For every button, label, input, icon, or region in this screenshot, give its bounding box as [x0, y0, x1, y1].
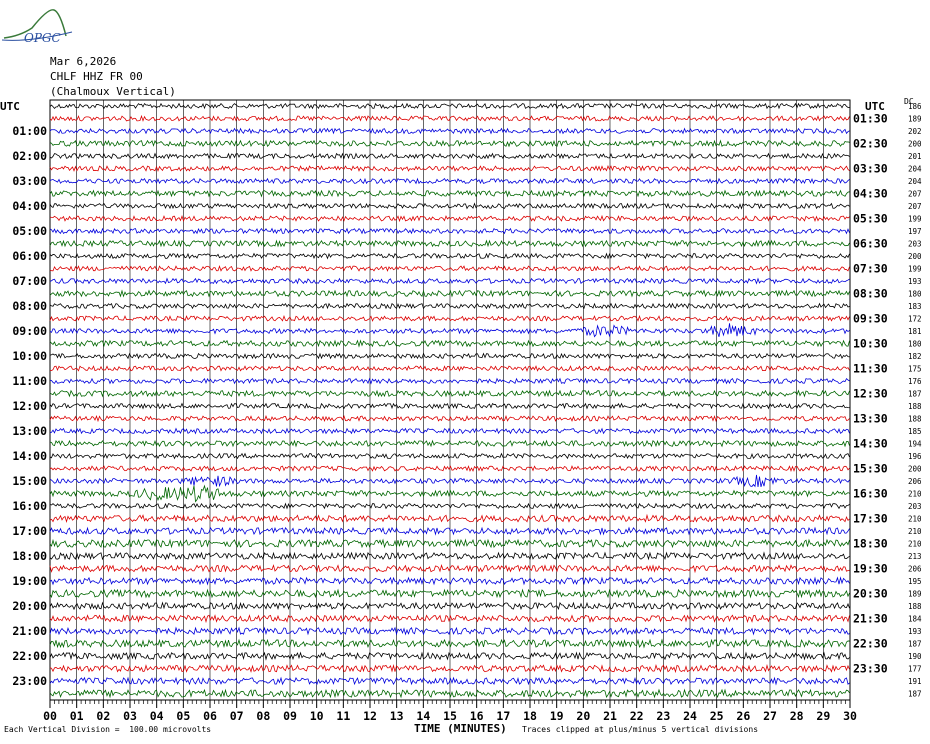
left-hour-label: 22:00 — [12, 649, 47, 663]
right-hour-label: 12:30 — [853, 386, 888, 401]
dc-value: 189 — [908, 589, 922, 599]
right-hour-label: 08:30 — [853, 286, 888, 301]
right-hour-label: 07:30 — [853, 261, 888, 276]
dc-value: 189 — [908, 114, 922, 124]
x-tick-label: 29 — [816, 709, 831, 723]
x-tick-label: 25 — [709, 709, 724, 723]
right-hour-label: 23:30 — [853, 661, 888, 676]
dc-value: 184 — [908, 614, 922, 624]
left-hour-label: 23:00 — [12, 674, 47, 688]
x-tick-label: 13 — [389, 709, 404, 723]
dc-value: 193 — [908, 627, 922, 636]
x-tick-label: 03 — [123, 709, 137, 723]
dc-value: 201 — [908, 152, 922, 161]
x-tick-label: 09 — [283, 709, 297, 723]
dc-value: 206 — [908, 477, 922, 486]
right-hour-label: 11:30 — [853, 361, 888, 376]
x-tick-label: 19 — [549, 709, 564, 723]
recording-date: Mar 6,2026 — [50, 55, 117, 68]
left-hour-label: 15:00 — [12, 474, 47, 488]
x-tick-label: 23 — [656, 709, 671, 723]
right-hour-label: 17:30 — [853, 511, 888, 526]
left-hour-label: 13:00 — [12, 424, 47, 438]
dc-value: 204 — [908, 177, 922, 186]
dc-value: 185 — [908, 427, 922, 436]
dc-value: 187 — [908, 389, 922, 399]
right-hour-label: 15:30 — [853, 461, 888, 476]
right-hour-label: 02:30 — [853, 136, 888, 151]
left-hour-label: 02:00 — [12, 149, 47, 163]
left-hour-label: 03:00 — [12, 174, 47, 188]
x-tick-label: 07 — [229, 709, 244, 723]
dc-value: 210 — [908, 527, 922, 536]
right-hour-label: 19:30 — [853, 561, 888, 576]
dc-value: 196 — [908, 452, 922, 461]
dc-value: 200 — [908, 252, 922, 261]
dc-value: 200 — [908, 139, 922, 149]
right-hour-label: 16:30 — [853, 486, 888, 501]
dc-value: 188 — [908, 402, 922, 411]
dc-value: 180 — [908, 289, 922, 299]
x-tick-label: 22 — [629, 709, 644, 723]
dc-value: 210 — [908, 539, 922, 549]
dc-value: 186 — [908, 102, 922, 111]
dc-value: 202 — [908, 127, 922, 136]
x-tick-label: 17 — [496, 709, 511, 723]
x-tick-label: 16 — [469, 709, 484, 723]
right-hour-label: 10:30 — [853, 336, 888, 351]
dc-value: 195 — [908, 577, 922, 586]
right-hour-label: 14:30 — [853, 436, 888, 451]
dc-value: 210 — [908, 489, 922, 499]
dc-value: 180 — [908, 339, 922, 349]
left-hour-label: 11:00 — [12, 374, 47, 388]
left-hour-label: 10:00 — [12, 349, 47, 363]
right-hour-label: 13:30 — [853, 411, 888, 426]
station-code: CHLF HHZ FR 00 — [50, 70, 143, 83]
dc-value: 207 — [908, 189, 922, 199]
x-tick-label: 11 — [336, 709, 351, 723]
left-hour-label: 04:00 — [12, 199, 47, 213]
right-hour-label: 21:30 — [853, 611, 888, 626]
dc-value: 203 — [908, 502, 922, 511]
dc-value: 177 — [908, 664, 922, 674]
right-hour-label: 03:30 — [853, 161, 888, 176]
right-hour-label: 05:30 — [853, 211, 888, 226]
x-tick-label: 05 — [176, 709, 191, 723]
dc-value: 199 — [908, 214, 922, 224]
x-tick-label: 20 — [576, 709, 591, 723]
dc-value: 190 — [908, 652, 922, 661]
logo-text: OPGC — [24, 31, 61, 45]
dc-value: 188 — [908, 602, 922, 611]
x-tick-label: 04 — [149, 709, 164, 723]
x-tick-label: 02 — [96, 709, 111, 723]
dc-value: 194 — [908, 439, 922, 449]
left-hour-label: 06:00 — [12, 249, 47, 263]
x-tick-label: 10 — [309, 709, 324, 723]
left-hour-label: 19:00 — [12, 574, 47, 588]
right-hour-label: 18:30 — [853, 536, 888, 551]
dc-value: 210 — [908, 514, 922, 524]
x-tick-label: 06 — [203, 709, 217, 723]
left-hour-label: 14:00 — [12, 449, 47, 463]
left-hour-label: 01:00 — [12, 124, 47, 138]
utc-right-title: UTC — [865, 100, 885, 113]
left-hour-label: 20:00 — [12, 599, 47, 613]
left-hour-label: 17:00 — [12, 524, 47, 538]
dc-value: 193 — [908, 277, 922, 286]
dc-value: 199 — [908, 264, 922, 274]
dc-value: 213 — [908, 552, 922, 561]
dc-value: 188 — [908, 414, 922, 424]
dc-value: 191 — [908, 677, 922, 686]
right-hour-label: 20:30 — [853, 586, 888, 601]
dc-value: 176 — [908, 377, 922, 386]
x-tick-label: 21 — [603, 709, 617, 723]
dc-value: 183 — [908, 302, 922, 311]
x-tick-label: 28 — [789, 709, 804, 723]
dc-column-title: DC — [904, 97, 914, 106]
dc-value: 203 — [908, 239, 922, 249]
x-axis-title: TIME (MINUTES) — [414, 722, 507, 735]
left-hour-label: 07:00 — [12, 274, 47, 288]
dc-value: 204 — [908, 164, 922, 174]
left-hour-label: 09:00 — [12, 324, 47, 338]
right-hour-label: 09:30 — [853, 311, 888, 326]
right-hour-label: 22:30 — [853, 636, 888, 651]
dc-value: 182 — [908, 352, 922, 361]
vertical-division-note: Each Vertical Division = 100.00 microvolts — [4, 725, 212, 734]
right-hour-label: 01:30 — [853, 111, 888, 126]
right-hour-label: 06:30 — [853, 236, 888, 251]
x-tick-label: 24 — [683, 709, 697, 723]
x-tick-label: 08 — [256, 709, 271, 723]
dc-value: 172 — [908, 314, 922, 324]
dc-value: 197 — [908, 227, 922, 236]
x-tick-label: 26 — [736, 709, 751, 723]
clipping-note: Traces clipped at plus/minus 5 vertical divisions — [522, 725, 759, 734]
utc-left-title: UTC — [0, 100, 20, 113]
dc-value: 175 — [908, 364, 922, 374]
right-hour-label: 04:30 — [853, 186, 888, 201]
dc-value: 187 — [908, 689, 922, 699]
dc-value: 187 — [908, 639, 922, 649]
left-hour-label: 12:00 — [12, 399, 47, 413]
x-tick-label: 12 — [363, 709, 377, 723]
x-tick-label: 18 — [523, 709, 537, 723]
left-hour-label: 05:00 — [12, 224, 47, 238]
x-tick-label: 30 — [843, 709, 857, 723]
x-tick-label: 27 — [763, 709, 777, 723]
left-hour-label: 08:00 — [12, 299, 47, 313]
left-hour-label: 21:00 — [12, 624, 47, 638]
station-description: (Chalmoux Vertical) — [50, 85, 176, 98]
x-tick-label: 15 — [443, 709, 457, 723]
dc-value: 206 — [908, 564, 922, 574]
x-tick-label: 14 — [416, 709, 431, 723]
dc-value: 207 — [908, 202, 922, 211]
left-hour-label: 16:00 — [12, 499, 47, 513]
dc-value: 200 — [908, 464, 922, 474]
x-tick-label: 00 — [43, 709, 57, 723]
dc-value: 181 — [908, 327, 922, 336]
x-tick-label: 01 — [69, 709, 84, 723]
left-hour-label: 18:00 — [12, 549, 47, 563]
